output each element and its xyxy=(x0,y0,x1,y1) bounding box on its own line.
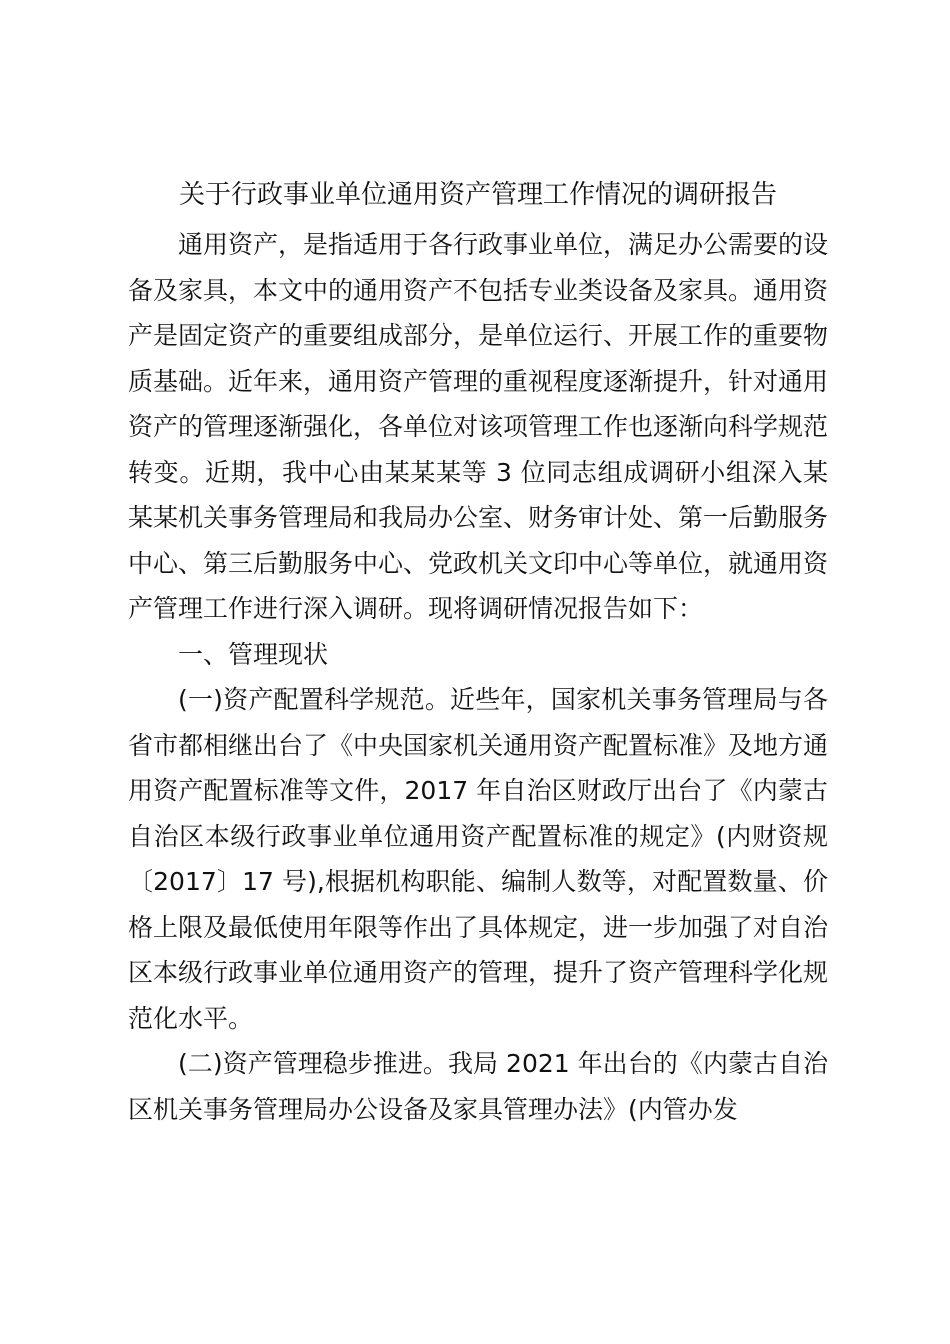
document-title: 关于行政事业单位通用资产管理工作情况的调研报告 xyxy=(178,180,777,210)
section-heading-management-status: 一、管理现状 xyxy=(178,639,329,669)
paragraph-asset-configuration: (一)资产配置科学规范。近些年，国家机关事务管理局与各省市都相继出台了《中央国家机关通用资产配置标准》及地方通用资产配置标准等文件，2017 年自治区财政厅出台了《内蒙古自治区本级行政事业单位通用资产配置标准的规定》(内财资规〔2017〕17 号),根据机构职能、编制人数等，对配置数量、价格上限及最低使用年限等作出了具体规定，进一步加强了对自治区本级行政事业单位通用资产的管理，提升了资产管理科学化规范化水平。 xyxy=(128,685,829,1033)
paragraph-intro: 通用资产，是指适用于各行政事业单位，满足办公需要的设备及家具，本文中的通用资产不包括专业类设备及家具。通用资产是固定资产的重要组成部分，是单位运行、开展工作的重要物质基础。近年来，通用资产管理的重视程度逐渐提升，针对通用资产的管理逐渐强化，各单位对该项管理工作也逐渐向科学规范转变。近期，我中心由某某某等 3 位同志组成调研小组深入某某某机关事务管理局和我局办公室、财务审计处、第一后勤服务中心、第三后勤服务中心、党政机关文印中心等单位，就通用资产管理工作进行深入调研。现将调研情况报告如下： xyxy=(128,230,829,623)
paragraph-asset-management: (二)资产管理稳步推进。我局 2021 年出台的《内蒙古自治区机关事务管理局办公设备及家具管理办法》(内管办发 xyxy=(128,1049,828,1124)
document-body xyxy=(128,222,828,1132)
